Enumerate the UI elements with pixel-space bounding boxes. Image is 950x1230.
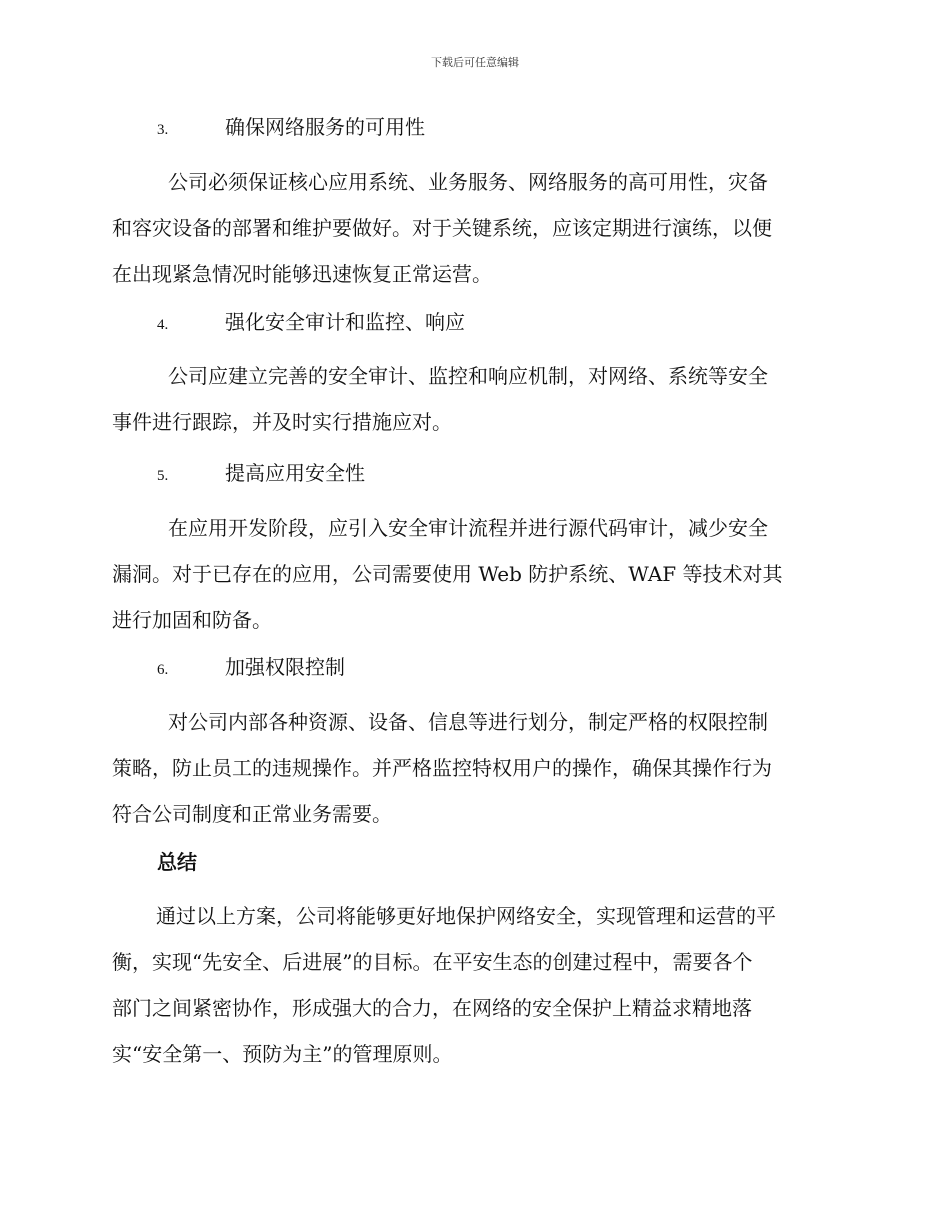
- section-number: 6.: [157, 662, 169, 678]
- paragraph-line: 进行加固和防备。: [112, 608, 272, 632]
- section-heading-4: [157, 308, 465, 339]
- paragraph-line: 事件进行跟踪，并及时实行措施应对。: [112, 410, 452, 434]
- section-paragraph-4: [112, 353, 832, 445]
- section-heading-5: [157, 459, 365, 490]
- section-heading-3: [157, 113, 425, 144]
- paragraph-line: 衡，实现“先安全、后进展”的目标。在平安生态的创建过程中，需要各个: [112, 950, 753, 974]
- section-title: 确保网络服务的可用性: [225, 115, 425, 139]
- section-number: 3.: [157, 122, 169, 138]
- section-paragraph-6: [112, 699, 832, 837]
- summary-paragraph: [112, 893, 832, 1077]
- paragraph-line: 公司应建立完善的安全审计、监控和响应机制，对网络、系统等安全: [168, 364, 768, 388]
- section-title: 提高应用安全性: [225, 461, 365, 485]
- section-paragraph-3: [112, 159, 832, 297]
- page-header: 下载后可任意编辑: [431, 56, 519, 69]
- paragraph-line: 对公司内部各种资源、设备、信息等进行划分，制定严格的权限控制: [168, 710, 768, 734]
- section-number: 4.: [157, 317, 169, 333]
- section-number: 5.: [157, 468, 169, 484]
- paragraph-line: 实“安全第一、预防为主”的管理原则。: [112, 1042, 453, 1066]
- section-heading-6: [157, 653, 345, 684]
- paragraph-line: 和容灾设备的部署和维护要做好。对于关键系统，应该定期进行演练，以便: [112, 216, 772, 240]
- summary-title: 总结: [157, 850, 197, 874]
- section-title: 加强权限控制: [225, 655, 345, 679]
- paragraph-line: 部门之间紧密协作，形成强大的合力，在网络的安全保护上精益求精地落: [112, 996, 752, 1020]
- paragraph-line: 通过以上方案，公司将能够更好地保护网络安全，实现管理和运营的平: [156, 904, 776, 928]
- paragraph-line: 策略，防止员工的违规操作。并严格监控特权用户的操作，确保其操作行为: [112, 756, 772, 780]
- section-title: 强化安全审计和监控、响应: [225, 310, 465, 334]
- paragraph-line: 在应用开发阶段，应引入安全审计流程并进行源代码审计，减少安全: [168, 516, 768, 540]
- paragraph-line: 公司必须保证核心应用系统、业务服务、网络服务的高可用性，灾备: [168, 170, 768, 194]
- paragraph-line: 漏洞。对于已存在的应用，公司需要使用 Web 防护系统、WAF 等技术对其: [112, 562, 783, 586]
- paragraph-line: 符合公司制度和正常业务需要。: [112, 802, 392, 826]
- paragraph-line: 在出现紧急情况时能够迅速恢复正常运营。: [112, 262, 492, 286]
- section-paragraph-5: [112, 505, 832, 643]
